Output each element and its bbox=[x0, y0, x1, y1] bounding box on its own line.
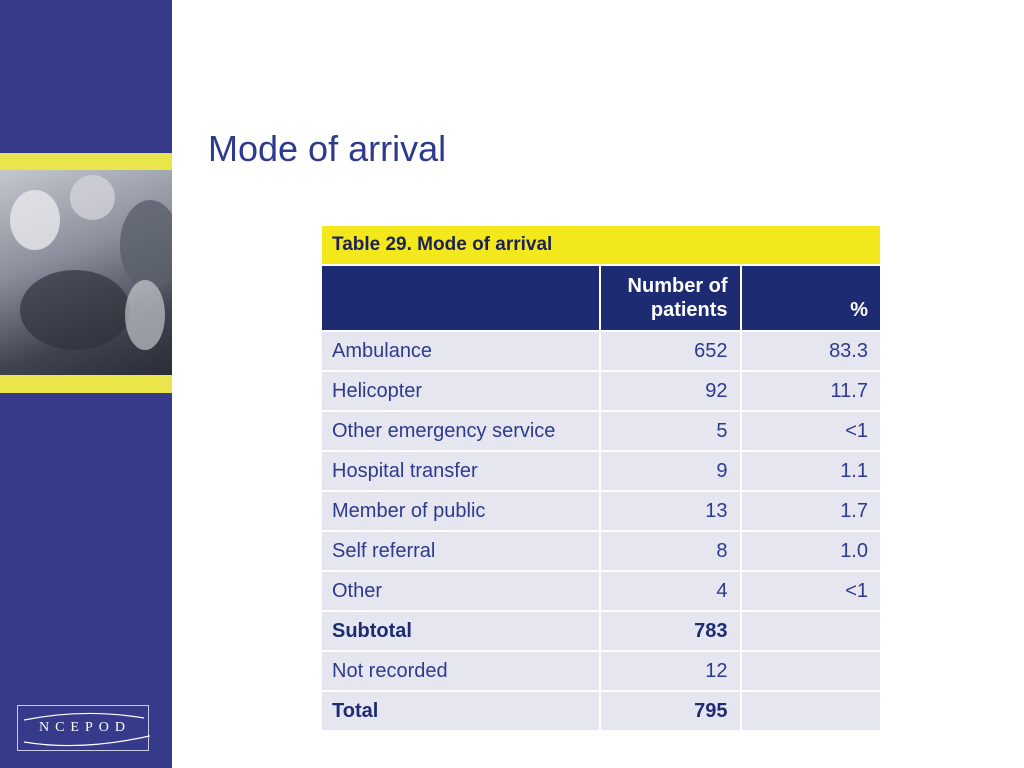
row-label: Total bbox=[321, 691, 600, 731]
table-row bbox=[321, 651, 881, 691]
page-title: Mode of arrival bbox=[208, 128, 447, 169]
ambulance-crew-photo bbox=[0, 170, 172, 375]
row-count: 783 bbox=[600, 611, 741, 651]
row-count: 12 bbox=[600, 651, 741, 691]
row-count: 92 bbox=[600, 371, 741, 411]
row-count: 795 bbox=[600, 691, 741, 731]
table-row bbox=[321, 571, 881, 611]
row-label: Not recorded bbox=[321, 651, 600, 691]
header-label bbox=[321, 265, 600, 331]
table-caption-row bbox=[321, 225, 881, 265]
mode-of-arrival-table bbox=[320, 224, 882, 732]
table-row bbox=[321, 331, 881, 371]
row-label: Self referral bbox=[321, 531, 600, 571]
table-row bbox=[321, 531, 881, 571]
table-body bbox=[321, 331, 881, 731]
row-count: 8 bbox=[600, 531, 741, 571]
row-percent bbox=[741, 691, 881, 731]
logo-swoosh-icon bbox=[18, 706, 150, 752]
sidebar bbox=[0, 0, 172, 768]
row-label: Member of public bbox=[321, 491, 600, 531]
row-label: Ambulance bbox=[321, 331, 600, 371]
row-count: 4 bbox=[600, 571, 741, 611]
table-row bbox=[321, 451, 881, 491]
row-label: Helicopter bbox=[321, 371, 600, 411]
row-label: Hospital transfer bbox=[321, 451, 600, 491]
table-header-row bbox=[321, 265, 881, 331]
row-count: 9 bbox=[600, 451, 741, 491]
row-label: Other bbox=[321, 571, 600, 611]
row-percent: 1.1 bbox=[741, 451, 881, 491]
row-label: Other emergency service bbox=[321, 411, 600, 451]
table-row bbox=[321, 491, 881, 531]
table-row bbox=[321, 611, 881, 651]
header-count: Number of patients bbox=[600, 265, 741, 331]
table-row bbox=[321, 691, 881, 731]
table-row bbox=[321, 411, 881, 451]
row-percent bbox=[741, 611, 881, 651]
logo-text: NCEPOD bbox=[38, 720, 131, 735]
row-count: 652 bbox=[600, 331, 741, 371]
row-percent: 11.7 bbox=[741, 371, 881, 411]
sidebar-stripe-top bbox=[0, 153, 172, 170]
ncepod-logo bbox=[17, 705, 149, 751]
header-percent: % bbox=[741, 265, 881, 331]
row-label: Subtotal bbox=[321, 611, 600, 651]
row-percent: <1 bbox=[741, 571, 881, 611]
row-percent bbox=[741, 651, 881, 691]
row-percent: 1.7 bbox=[741, 491, 881, 531]
row-percent: <1 bbox=[741, 411, 881, 451]
table-row bbox=[321, 371, 881, 411]
row-percent: 83.3 bbox=[741, 331, 881, 371]
sidebar-stripe-bottom bbox=[0, 375, 172, 393]
row-count: 13 bbox=[600, 491, 741, 531]
row-count: 5 bbox=[600, 411, 741, 451]
row-percent: 1.0 bbox=[741, 531, 881, 571]
table-caption: Table 29. Mode of arrival bbox=[321, 225, 881, 265]
